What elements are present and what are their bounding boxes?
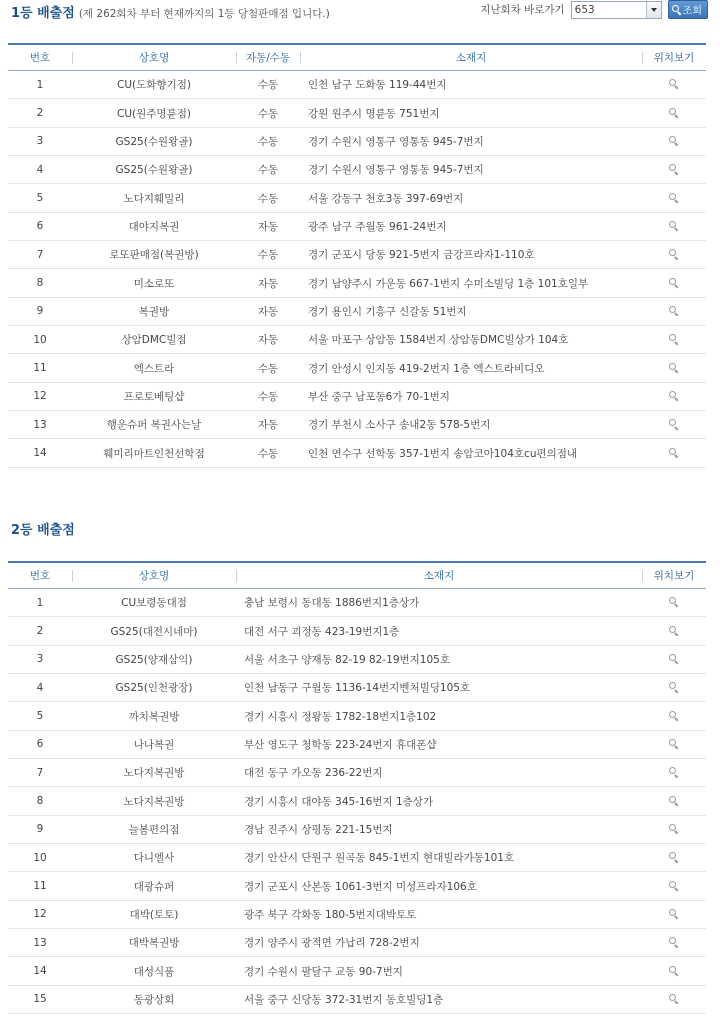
- cell-map: [642, 815, 706, 843]
- cell-address: 경기 안산시 단원구 원곡동 845-1번지 현대빌라가동101호: [236, 844, 642, 872]
- cell-name: 프로토베팅샵: [72, 382, 236, 410]
- cell-type: 자동: [236, 411, 300, 439]
- table-row: [8, 617, 706, 645]
- table-row: [8, 702, 706, 730]
- cell-address: 서울 서초구 양재동 82-19 82-19번지105호: [236, 645, 642, 673]
- cell-no: 2: [8, 99, 72, 127]
- cell-address: 광주 북구 각화동 180-5번지대박토토: [236, 900, 642, 928]
- first-prize-subtitle: (제 262회차 부터 현재까지의 1등 당첨판매점 입니다.): [78, 8, 330, 20]
- cell-address: 부산 중구 남포동6가 70-1번지: [300, 382, 642, 410]
- cell-name: 늘봄편의점: [72, 815, 236, 843]
- magnifier-icon[interactable]: [669, 108, 680, 119]
- cell-type: 수동: [236, 156, 300, 184]
- cell-map: [642, 212, 706, 240]
- past-round-nav: [480, 0, 708, 19]
- cell-address: 대전 동구 가오동 236-22번지: [236, 759, 642, 787]
- table-row: [8, 589, 706, 617]
- cell-no: 11: [8, 872, 72, 900]
- cell-no: 7: [8, 759, 72, 787]
- table-row: [8, 844, 706, 872]
- magnifier-icon[interactable]: [669, 937, 680, 948]
- table-row: [8, 439, 706, 467]
- table-row: [8, 241, 706, 269]
- table-row: [8, 297, 706, 325]
- table-row: [8, 759, 706, 787]
- cell-no: 13: [8, 411, 72, 439]
- cell-no: 8: [8, 787, 72, 815]
- cell-no: 4: [8, 674, 72, 702]
- cell-no: 2: [8, 617, 72, 645]
- cell-no: 5: [8, 702, 72, 730]
- cell-name: GS25(수원왕골): [72, 156, 236, 184]
- cell-map: [642, 297, 706, 325]
- magnifier-icon[interactable]: [669, 363, 680, 374]
- second-prize-table: [8, 561, 706, 1014]
- cell-no: 5: [8, 184, 72, 212]
- cell-name: 노다지복권방: [72, 759, 236, 787]
- second-prize-rows: [8, 589, 706, 1014]
- cell-map: [642, 674, 706, 702]
- table-row: [8, 900, 706, 928]
- magnifier-icon[interactable]: [669, 626, 680, 637]
- magnifier-icon[interactable]: [669, 164, 680, 175]
- magnifier-icon[interactable]: [669, 448, 680, 459]
- cell-map: [642, 645, 706, 673]
- cell-map: [642, 589, 706, 617]
- cell-map: [642, 382, 706, 410]
- first-prize-heading: 1등 배출점: [11, 6, 75, 21]
- cell-name: GS25(대전시네마): [72, 617, 236, 645]
- cell-name: GS25(인천광장): [72, 674, 236, 702]
- cell-address: 경기 남양주시 가운동 667-1번지 수미소빌딩 1층 101호일부: [300, 269, 642, 297]
- cell-address: 인천 연수구 선학동 357-1번지 송암코아104호cu편의점내: [300, 439, 642, 467]
- cell-no: 9: [8, 297, 72, 325]
- magnifier-icon[interactable]: [669, 597, 680, 608]
- table-row: [8, 269, 706, 297]
- magnifier-icon[interactable]: [669, 739, 680, 750]
- first-prize-title: [11, 2, 330, 21]
- cell-no: 1: [8, 589, 72, 617]
- cell-name: 나나복권: [72, 730, 236, 758]
- table-row: [8, 212, 706, 240]
- cell-map: [642, 354, 706, 382]
- round-select[interactable]: [571, 1, 662, 19]
- magnifier-icon[interactable]: [669, 221, 680, 232]
- magnifier-icon[interactable]: [669, 249, 680, 260]
- cell-no: 4: [8, 156, 72, 184]
- cell-name: GS25(수원왕골): [72, 127, 236, 155]
- cell-name: CU(도화향기점): [72, 71, 236, 99]
- cell-type: 자동: [236, 212, 300, 240]
- table-row: [8, 985, 706, 1013]
- table-row: [8, 929, 706, 957]
- cell-name: 동광상회: [72, 985, 236, 1013]
- magnifier-icon[interactable]: [669, 994, 680, 1005]
- cell-no: 6: [8, 212, 72, 240]
- cell-type: 수동: [236, 127, 300, 155]
- cell-address: 경기 용인시 기흥구 신갈동 51번지: [300, 297, 642, 325]
- cell-map: [642, 241, 706, 269]
- cell-address: 경기 시흥시 정왕동 1782-18번지1층102: [236, 702, 642, 730]
- cell-map: [642, 184, 706, 212]
- cell-address: 대전 서구 괴정동 423-19번지1층: [236, 617, 642, 645]
- magnifier-icon[interactable]: [669, 711, 680, 722]
- cell-type: 자동: [236, 297, 300, 325]
- magnifier-icon[interactable]: [669, 881, 680, 892]
- cell-no: 3: [8, 645, 72, 673]
- header-type: 자동/수동: [236, 44, 300, 71]
- cell-no: 13: [8, 929, 72, 957]
- cell-address: 경남 진주시 상평동 221-15번지: [236, 815, 642, 843]
- cell-address: 강원 원주시 명륜동 751번지: [300, 99, 642, 127]
- cell-map: [642, 326, 706, 354]
- second-prize-heading: 2등 배출점: [11, 523, 75, 538]
- header-map: 위치보기: [642, 562, 706, 589]
- magnifier-icon[interactable]: [669, 334, 680, 345]
- past-round-label: 지난회차 바로가기: [480, 4, 565, 16]
- cell-name: 대야지복권: [72, 212, 236, 240]
- cell-no: 9: [8, 815, 72, 843]
- cell-type: 수동: [236, 241, 300, 269]
- magnifier-icon[interactable]: [669, 909, 680, 920]
- search-icon: [672, 5, 681, 14]
- cell-address: 인천 남구 도화동 119-44번지: [300, 71, 642, 99]
- magnifier-icon[interactable]: [669, 852, 680, 863]
- cell-map: [642, 702, 706, 730]
- table-row: [8, 127, 706, 155]
- cell-type: 수동: [236, 99, 300, 127]
- magnifier-icon[interactable]: [669, 767, 680, 778]
- cell-address: 서울 중구 신당동 372-31번지 동호빌딩1층: [236, 985, 642, 1013]
- table-row: [8, 645, 706, 673]
- cell-no: 1: [8, 71, 72, 99]
- chevron-down-icon[interactable]: [646, 2, 661, 18]
- table-row: [8, 184, 706, 212]
- cell-map: [642, 787, 706, 815]
- table-row: [8, 71, 706, 99]
- cell-address: 광주 남구 주월동 961-24번지: [300, 212, 642, 240]
- cell-name: 대광슈퍼: [72, 872, 236, 900]
- cell-map: [642, 439, 706, 467]
- magnifier-icon[interactable]: [669, 79, 680, 90]
- cell-map: [642, 411, 706, 439]
- cell-address: 서울 마포구 상암동 1584번지 상암동DMC빌상가 104호: [300, 326, 642, 354]
- cell-map: [642, 71, 706, 99]
- header-name: 상호명: [72, 562, 236, 589]
- cell-map: [642, 985, 706, 1013]
- header-name: 상호명: [72, 44, 236, 71]
- cell-name: 엑스트라: [72, 354, 236, 382]
- cell-address: 부산 영도구 청학동 223-24번지 휴대폰샵: [236, 730, 642, 758]
- header-address: 소재지: [236, 562, 642, 589]
- cell-no: 10: [8, 326, 72, 354]
- cell-type: 수동: [236, 382, 300, 410]
- second-prize-title: [11, 519, 75, 538]
- cell-type: 수동: [236, 354, 300, 382]
- cell-address: 경기 수원시 팔달구 교동 90-7번지: [236, 957, 642, 985]
- cell-map: [642, 127, 706, 155]
- magnifier-icon[interactable]: [669, 796, 680, 807]
- cell-map: [642, 929, 706, 957]
- cell-no: 8: [8, 269, 72, 297]
- cell-address: 경기 수원시 영통구 영통동 945-7번지: [300, 127, 642, 155]
- cell-name: CU(원주명륜점): [72, 99, 236, 127]
- cell-address: 경기 군포시 당동 921-5번지 금강프라자1-110호: [300, 241, 642, 269]
- table-row: [8, 326, 706, 354]
- header-map: 위치보기: [642, 44, 706, 71]
- magnifier-icon[interactable]: [669, 824, 680, 835]
- cell-map: [642, 759, 706, 787]
- first-prize-rows: [8, 71, 706, 468]
- cell-name: 훼미리마트인천선학점: [72, 439, 236, 467]
- cell-name: 로또판매점(복권방): [72, 241, 236, 269]
- table-row: [8, 787, 706, 815]
- table-row: [8, 354, 706, 382]
- cell-name: 복권방: [72, 297, 236, 325]
- header-no: 번호: [8, 44, 72, 71]
- cell-name: CU보령동대점: [72, 589, 236, 617]
- cell-map: [642, 730, 706, 758]
- cell-type: 자동: [236, 326, 300, 354]
- cell-address: 충남 보령시 동대동 1886번지1층상가: [236, 589, 642, 617]
- cell-no: 12: [8, 900, 72, 928]
- cell-address: 경기 군포시 산본동 1061-3번지 미성프라자106호: [236, 872, 642, 900]
- cell-type: 자동: [236, 269, 300, 297]
- table-row: [8, 99, 706, 127]
- cell-no: 3: [8, 127, 72, 155]
- magnifier-icon[interactable]: [669, 278, 680, 289]
- cell-no: 14: [8, 957, 72, 985]
- cell-name: 대박(토토): [72, 900, 236, 928]
- cell-no: 14: [8, 439, 72, 467]
- cell-name: 상암DMC빌점: [72, 326, 236, 354]
- cell-name: 노다지훼밀리: [72, 184, 236, 212]
- magnifier-icon[interactable]: [669, 193, 680, 204]
- magnifier-icon[interactable]: [669, 682, 680, 693]
- cell-name: 대성식품: [72, 957, 236, 985]
- search-button-label: 조회: [682, 6, 702, 17]
- table-row: [8, 872, 706, 900]
- table-row: [8, 674, 706, 702]
- cell-address: 경기 시흥시 대야동 345-16번지 1층상가: [236, 787, 642, 815]
- cell-name: 까치복권방: [72, 702, 236, 730]
- table-row: [8, 411, 706, 439]
- cell-address: 경기 수원시 영통구 영통동 945-7번지: [300, 156, 642, 184]
- first-prize-table: [8, 43, 706, 468]
- table-row: [8, 730, 706, 758]
- cell-type: 수동: [236, 184, 300, 212]
- cell-no: 6: [8, 730, 72, 758]
- cell-map: [642, 844, 706, 872]
- cell-name: 노다지복권방: [72, 787, 236, 815]
- magnifier-icon[interactable]: [669, 654, 680, 665]
- cell-address: 경기 부천시 소사구 송내2동 578-5번지: [300, 411, 642, 439]
- cell-name: GS25(양재삼익): [72, 645, 236, 673]
- cell-map: [642, 900, 706, 928]
- round-select-value: 653: [574, 3, 595, 16]
- cell-no: 10: [8, 844, 72, 872]
- cell-map: [642, 957, 706, 985]
- cell-map: [642, 617, 706, 645]
- cell-map: [642, 99, 706, 127]
- cell-map: [642, 269, 706, 297]
- cell-address: 경기 안성시 인지동 419-2번지 1층 엑스트라비디오: [300, 354, 642, 382]
- header-no: 번호: [8, 562, 72, 589]
- header-address: 소재지: [300, 44, 642, 71]
- table-row: [8, 815, 706, 843]
- cell-no: 12: [8, 382, 72, 410]
- cell-name: 다니엘사: [72, 844, 236, 872]
- table-row: [8, 382, 706, 410]
- table-header-row: [8, 562, 706, 589]
- magnifier-icon[interactable]: [669, 391, 680, 402]
- magnifier-icon[interactable]: [669, 306, 680, 317]
- cell-name: 행운슈퍼 복권사는날: [72, 411, 236, 439]
- search-button[interactable]: [668, 0, 708, 19]
- table-row: [8, 957, 706, 985]
- magnifier-icon[interactable]: [669, 966, 680, 977]
- cell-map: [642, 872, 706, 900]
- cell-no: 15: [8, 985, 72, 1013]
- table-header-row: [8, 44, 706, 71]
- cell-name: 대박복권방: [72, 929, 236, 957]
- cell-address: 경기 양주시 광적면 가납리 728-2번지: [236, 929, 642, 957]
- table-row: [8, 156, 706, 184]
- magnifier-icon[interactable]: [669, 136, 680, 147]
- cell-no: 11: [8, 354, 72, 382]
- cell-address: 인천 남동구 구월동 1136-14번지벤처빌딩105호: [236, 674, 642, 702]
- magnifier-icon[interactable]: [669, 419, 680, 430]
- cell-map: [642, 156, 706, 184]
- cell-type: 수동: [236, 439, 300, 467]
- cell-name: 미소로또: [72, 269, 236, 297]
- cell-type: 수동: [236, 71, 300, 99]
- cell-no: 7: [8, 241, 72, 269]
- cell-address: 서울 강동구 천호3동 397-69번지: [300, 184, 642, 212]
